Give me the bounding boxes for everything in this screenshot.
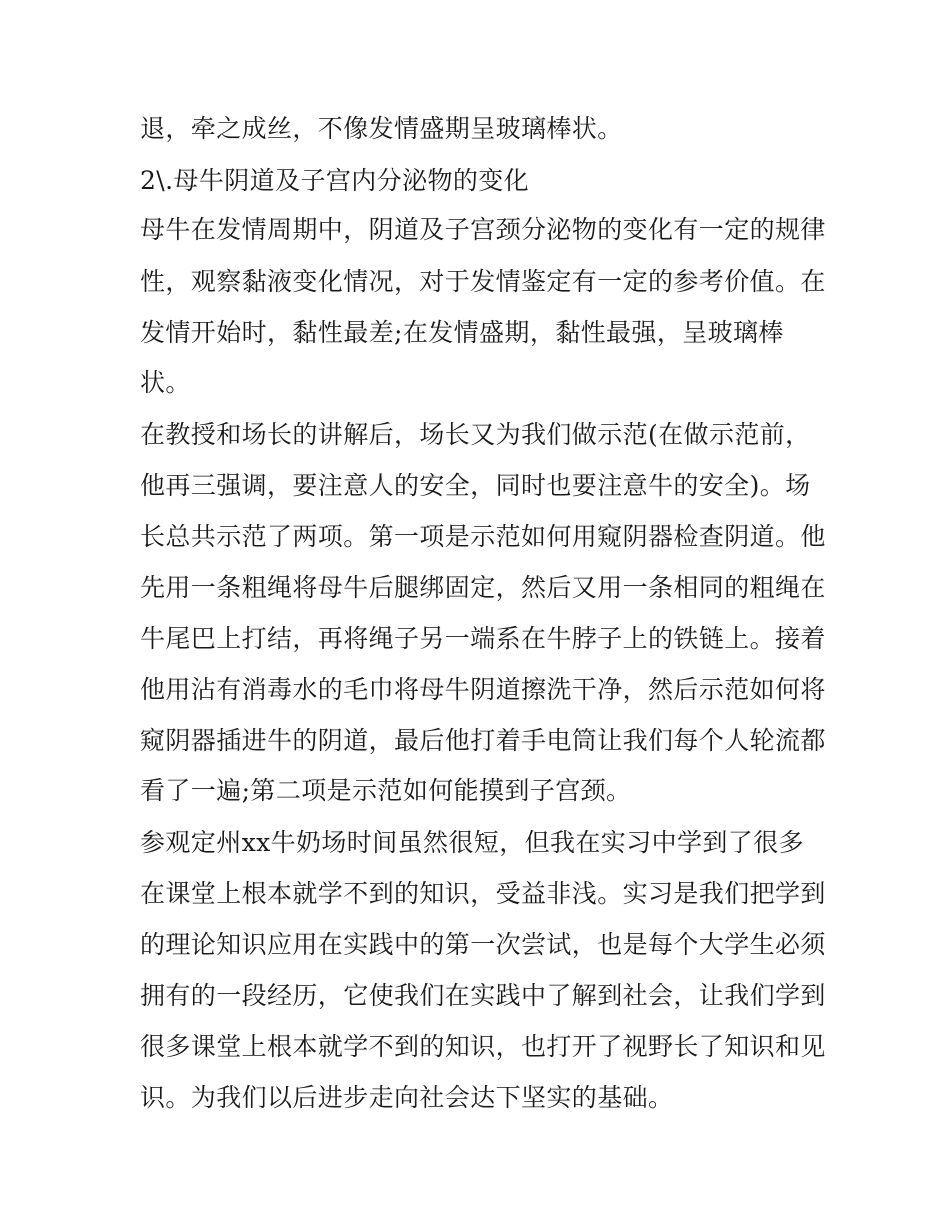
- text-line: 在课堂上根本就学不到的知识，受益非浅。实习是我们把学到: [140, 879, 826, 908]
- text-line: 发情开始时，黏性最差;在发情盛期，黏性最强，呈玻璃棒: [140, 318, 784, 347]
- text-line: 牛尾巴上打结，再将绳子另一端系在牛脖子上的铁链上。接着: [140, 624, 826, 653]
- text-line: 识。为我们以后进步走向社会达下坚实的基础。: [140, 1083, 674, 1112]
- text-line: 在教授和场长的讲解后，场长又为我们做示范(在做示范前，: [140, 420, 811, 449]
- text-line: 拥有的一段经历，它使我们在实践中了解到社会，让我们学到: [140, 981, 826, 1010]
- text-line: 参观定州xx牛奶场时间虽然很短，但我在实习中学到了很多: [140, 828, 805, 857]
- text-line: 退，牵之成丝，不像发情盛期呈玻璃棒状。: [140, 114, 623, 143]
- section-heading: 2\.母牛阴道及子宫内分泌物的变化: [140, 166, 530, 195]
- text-line: 看了一遍;第二项是示范如何能摸到子宫颈。: [140, 776, 632, 805]
- text-line: 窥阴器插进牛的阴道，最后他打着手电筒让我们每个人轮流都: [140, 726, 826, 755]
- text-line: 他用沾有消毒水的毛巾将母牛阴道擦洗干净，然后示范如何将: [140, 675, 826, 704]
- text-line: 很多课堂上根本就学不到的知识，也打开了视野长了知识和见: [140, 1032, 826, 1061]
- text-line: 状。: [140, 368, 191, 397]
- text-line: 先用一条粗绳将母牛后腿绑固定，然后又用一条相同的粗绳在: [140, 573, 826, 602]
- text-line: 他再三强调，要注意人的安全，同时也要注意牛的安全)。场: [140, 471, 811, 500]
- text-line: 母牛在发情周期中，阴道及子宫颈分泌物的变化有一定的规律: [140, 215, 826, 244]
- text-line: 性，观察黏液变化情况，对于发情鉴定有一定的参考价值。在: [140, 267, 826, 296]
- text-line: 长总共示范了两项。第一项是示范如何用窥阴器检查阴道。他: [140, 522, 826, 551]
- text-line: 的理论知识应用在实践中的第一次尝试，也是每个大学生必须: [140, 930, 826, 959]
